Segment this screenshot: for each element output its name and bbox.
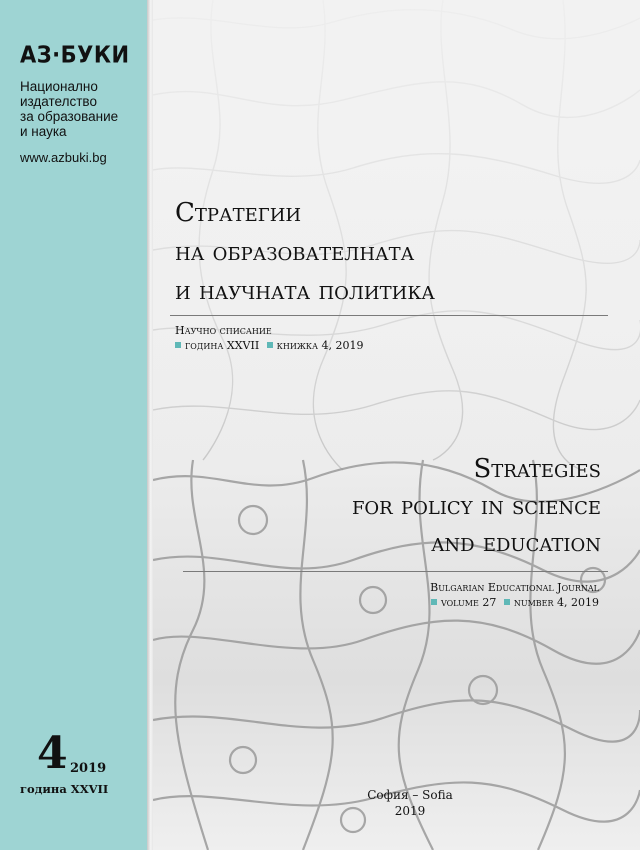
publisher-name xyxy=(20,79,144,139)
publisher-website: www.azbuki.bg xyxy=(20,150,107,165)
meta-year: година XXVII xyxy=(185,339,260,352)
journal-title-bulgarian xyxy=(175,194,435,311)
issue-volume: година XXVII xyxy=(20,782,109,796)
subtitle-text: Научно списание xyxy=(175,324,272,337)
publisher-line: издателство xyxy=(20,94,97,109)
meta-volume: volume 27 xyxy=(440,596,497,609)
title-divider-english xyxy=(183,571,608,572)
title-line: Strategies xyxy=(473,454,601,484)
journal-subtitle-english xyxy=(430,580,599,610)
publisher-logo: АЗ·БУКИ xyxy=(20,41,130,69)
journal-subtitle-bulgarian xyxy=(175,323,364,353)
strip-edge-shadow xyxy=(147,0,153,850)
issue-meta-english xyxy=(430,595,599,610)
meta-number: number 4, 2019 xyxy=(513,596,599,609)
square-bullet-icon xyxy=(267,342,273,348)
title-line: на образователната xyxy=(175,237,415,267)
title-divider-bulgarian xyxy=(170,315,608,316)
publisher-line: Национално xyxy=(20,79,98,94)
puzzle-background-image xyxy=(153,0,640,850)
publication-year: 2019 xyxy=(394,804,426,818)
title-line: for policy in science xyxy=(351,491,601,521)
title-line: Стратегии xyxy=(175,198,302,228)
publisher-line: и наука xyxy=(20,124,67,139)
title-line: и научната политика xyxy=(175,276,435,306)
issue-year: 2019 xyxy=(70,761,107,776)
square-bullet-icon xyxy=(431,599,437,605)
publication-place xyxy=(355,787,465,819)
city-name: София – Sofia xyxy=(367,788,453,802)
publisher-line: за образование xyxy=(20,109,119,124)
square-bullet-icon xyxy=(504,599,510,605)
issue-number: 4 xyxy=(37,728,68,779)
subtitle-text: Bulgarian Educational Journal xyxy=(430,581,599,594)
issue-meta-bulgarian xyxy=(175,338,364,353)
square-bullet-icon xyxy=(175,342,181,348)
title-line: and education xyxy=(431,528,601,558)
meta-issue: книжка 4, 2019 xyxy=(276,339,364,352)
journal-title-english xyxy=(352,451,601,562)
